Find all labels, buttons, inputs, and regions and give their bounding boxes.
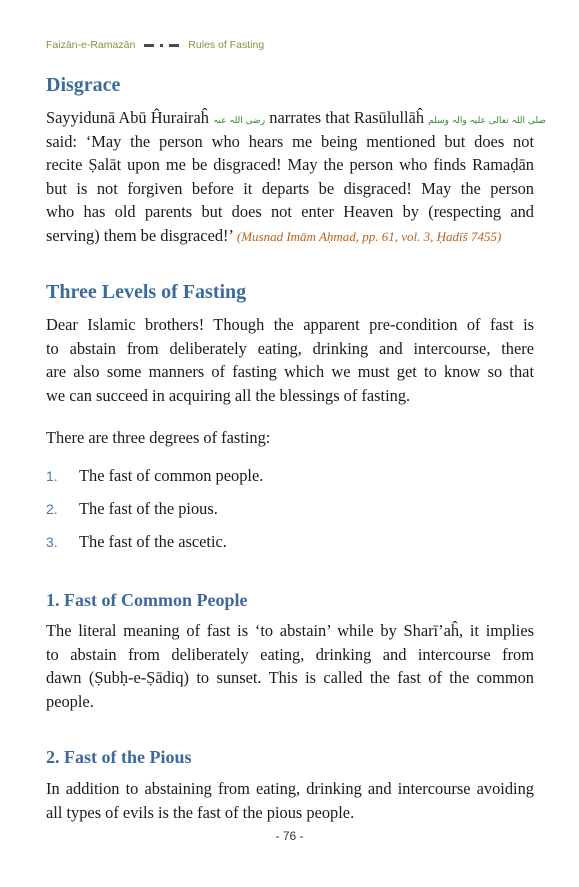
paragraph-line: we can succeed in acquiring all the blessings of fasting. [46,385,411,405]
paragraph-line: Sayyidunā Abū Ĥurairaĥ رضی اللہ عنہ narrates that Rasūlullāĥ صلی اللہ تعالی علیہ والہ وسلم [46,108,546,127]
chapter-title: Rules of Fasting [188,39,265,51]
degrees-intro: There are three degrees of fasting: [46,428,271,447]
paragraph-line: to abstain from deliberately eating, drinking and intercourse from [46,644,534,664]
arabic-honorific: رضی اللہ عنہ [213,116,266,126]
paragraph-line: recite Ṣalāt upon me be disgraced! May the person who finds Ramaḍān [46,155,534,174]
list-item: 2. The fast of the pious. [46,499,218,518]
paragraph-line: In addition to abstaining from eating, drinking and intercourse avoiding [46,779,534,798]
section-heading-disgrace: Disgrace [46,74,121,96]
paragraph-line: people. [46,691,94,711]
paragraph-line: Dear Islamic brothers! Though the apparent pre-condition of fast is [46,315,534,334]
page-number: - 76 - [275,829,304,843]
book-title: Faizān-e-Ramazān [46,39,136,51]
paragraph-line: are also some manners of fasting which we must get to know so that [46,362,534,381]
paragraph-line: The literal meaning of fast is ‘to abstain’ while by Sharī’aĥ, it implies [46,621,534,640]
hadith-reference: (Musnad Imām Aḥmad, pp. 61, vol. 3, Ḥadīš 7455) [236,228,502,244]
paragraph-line: all types of evils is the fast of the pious people. [46,802,355,822]
paragraph-line: said: ‘May the person who hears me being mentioned but does not [46,131,534,151]
paragraph-line: who has old parents but does not enter Heaven by (respecting and [46,202,534,221]
list-item: 1. The fast of common people. [46,466,264,485]
arabic-salutation: صلی اللہ تعالی علیہ والہ وسلم [428,116,546,126]
header-separator [144,44,179,47]
common-people-paragraph [46,619,534,713]
section-heading-three-levels: Three Levels of Fasting [46,281,247,303]
paragraph-line: to abstain from deliberately eating, drinking and intercourse, there [46,338,534,358]
paragraph-line: but is not forgiven before it departs be disgraced! May the person [46,178,534,198]
running-header [46,39,264,51]
section-heading-pious: 2. Fast of the Pious [46,747,192,767]
paragraph-line: dawn (Ṣubḥ-e-Ṣādiq) to sunset. This is called the fast of the common [46,668,534,687]
section-heading-common-people: 1. Fast of Common People [46,590,248,610]
three-levels-paragraph [46,313,534,407]
list-item: 3. The fast of the ascetic. [46,532,227,551]
pious-paragraph [46,777,534,824]
disgrace-paragraph [46,106,546,247]
paragraph-line: serving) them be disgraced!’ (Musnad Imām Aḥmad, pp. 61, vol. 3, Ḥadīš 7455) [46,225,502,245]
degrees-list [46,466,263,565]
